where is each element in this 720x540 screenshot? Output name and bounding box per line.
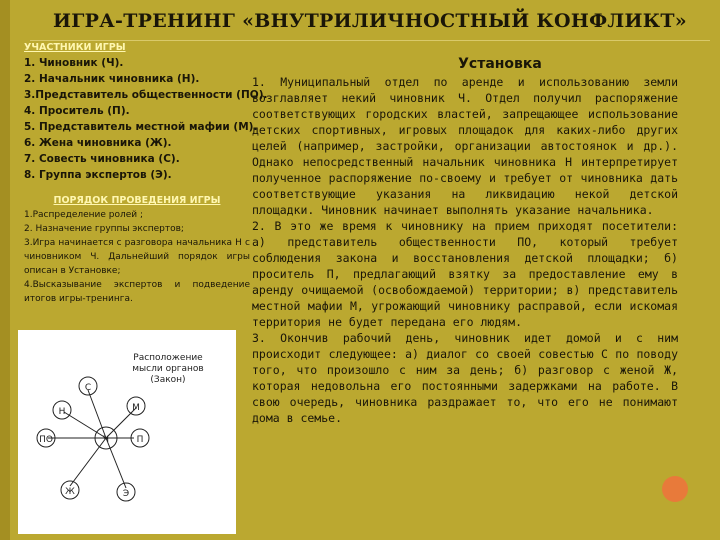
diagram-node: П — [136, 435, 144, 445]
participants-list — [24, 55, 268, 183]
slide-edge — [0, 0, 10, 540]
setup-heading: Установка — [458, 56, 542, 72]
diagram-caption-line: мысли органов — [132, 364, 204, 374]
order-list — [24, 208, 250, 306]
diagram-node: ПО — [39, 435, 53, 445]
setup-paragraph-1: 1. Муниципальный отдел по аренде и использованию земли возглавляет некий чиновник Ч. Отдел получил распоряжение соответствующих городских властей, запрещающее использование детских спортивных, игровых площадок для каких-либо других целей (например, застройки, организации автостоянок и др.). Однако непосредственный начальник чиновника Н интерпретирует полученное распоряжение по-своему и требует от чиновника дать соответствующие указания на ликвидацию некой детской площадки. Чиновник начинает выполнять указание начальника. — [252, 75, 678, 217]
list-item: 1.Распределение ролей ; — [24, 210, 144, 220]
list-item: 2. Начальник чиновника (Н). — [24, 73, 200, 85]
roles-diagram — [18, 330, 236, 534]
list-item: 8. Группа экспертов (Э). — [24, 169, 172, 181]
list-item: 2. Назначение группы экспертов; — [24, 224, 184, 234]
list-item: 1. Чиновник (Ч). — [24, 57, 124, 69]
list-item: 3.Игра начинается с разговора начальника Н с чиновником Ч. Дальнейший порядок игры описан в Установке; — [24, 238, 250, 276]
setup-paragraph-2: 2. В это же время к чиновнику на прием приходят посетители: а) представитель общественности ПО, который требует соблюдения закона и восстановления детской площадки; б) проситель П, предлагающий взятку за предоставление ему в аренду очищаемой (освобождаемой) территории; в) представитель местной мафии М, угрожающий чиновнику расправой, если искомая территория не будет передана его людям. — [252, 219, 678, 329]
list-item: 4.Высказывание экспертов и подведение итогов игры-тренинга. — [24, 280, 250, 304]
setup-column — [252, 56, 678, 426]
left-column — [24, 42, 268, 306]
diagram-caption-line: (Закон) — [150, 375, 186, 385]
diagram-node-center: Ч — [102, 435, 110, 445]
diagram-node: Э — [122, 489, 130, 499]
title-divider — [30, 40, 710, 41]
list-item: 6. Жена чиновника (Ж). — [24, 137, 172, 149]
diagram-caption-line: Расположение — [133, 353, 203, 363]
participants-heading: УЧАСТНИКИ ИГРЫ — [24, 42, 126, 53]
list-item: 7. Совесть чиновника (С). — [24, 153, 180, 165]
diagram-node: Ж — [65, 487, 75, 497]
decorative-dot — [662, 476, 688, 502]
list-item: 3.Представитель общественности (ПО). — [24, 89, 268, 101]
page-title: ИГРА-ТРЕНИНГ «ВНУТРИЛИЧНОСТНЫЙ КОНФЛИКТ» — [53, 10, 687, 32]
list-item: 4. Проситель (П). — [24, 105, 130, 117]
setup-paragraph-3: 3. Окончив рабочий день, чиновник идет домой и с ним происходит следующее: а) диалог со своей совестью С по поводу того, что произошло с ним за день; б) разговор с женой Ж, которая недовольна его постоянными задержками на работе. В свою очередь, чиновника раздражает то, что его не понимают дома в семье. — [252, 331, 678, 425]
roles-diagram-svg — [18, 330, 236, 534]
diagram-node: М — [132, 403, 140, 413]
diagram-node: С — [84, 383, 92, 393]
list-item: 5. Представитель местной мафии (М). — [24, 121, 258, 133]
order-heading: ПОРЯДОК ПРОВЕДЕНИЯ ИГРЫ — [53, 195, 221, 206]
diagram-node: Н — [58, 407, 66, 417]
